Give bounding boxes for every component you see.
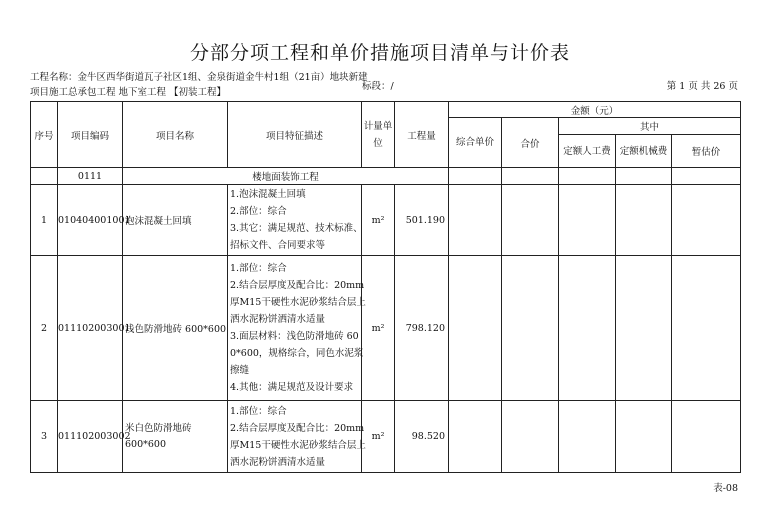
header-code: 项目编码 <box>58 102 123 168</box>
desc-line: 2.结合层厚度及配合比：20mm <box>230 280 365 291</box>
row-unit: m² <box>362 185 395 256</box>
row-seq: 1 <box>31 185 58 256</box>
header-qty: 工程量 <box>395 102 449 168</box>
desc-line: 0*600，规格综合，同色水泥浆 <box>230 348 364 359</box>
row-empty <box>616 185 672 256</box>
row-empty <box>449 256 502 401</box>
row-seq: 2 <box>31 256 58 401</box>
desc-line: 1.部位：综合 <box>230 405 287 417</box>
row-name: 浅色防滑地砖 600*600 <box>123 256 228 401</box>
row-empty <box>502 401 559 473</box>
group-row <box>31 168 741 185</box>
group-empty <box>449 168 502 185</box>
desc-line: 1.泡沫混凝土回填 <box>230 189 306 200</box>
desc-line: 招标文件、合同要求等 <box>230 240 326 251</box>
row-desc <box>228 401 366 473</box>
desc-line: 2.部位：综合 <box>230 206 287 217</box>
table-row <box>31 185 741 256</box>
row-code: 011102003002 <box>58 401 123 473</box>
desc-line: 厚M15干硬性水泥砂浆结合层上 <box>230 439 366 451</box>
header-name: 项目名称 <box>123 102 228 168</box>
desc-line: 3.面层材料：浅色防滑地砖 60 <box>230 331 359 342</box>
header-desc: 项目特征描述 <box>228 102 362 168</box>
desc-line: 洒水泥粉饼洒清水适量 <box>230 314 326 325</box>
header-unit-price: 综合单价 <box>449 118 502 168</box>
header-machine: 定额机械费 <box>616 135 672 168</box>
header-provisional: 暂估价 <box>672 135 741 168</box>
desc-line: 擦缝 <box>230 365 250 376</box>
row-empty <box>449 185 502 256</box>
header-among: 其中 <box>559 118 741 135</box>
header-labor: 定额人工费 <box>559 135 616 168</box>
row-desc <box>228 256 366 401</box>
group-empty <box>616 168 672 185</box>
header-amount: 金额（元） <box>449 102 741 118</box>
row-qty: 501.190 <box>395 185 449 256</box>
header-total: 合价 <box>502 118 559 168</box>
row-qty: 98.520 <box>395 401 449 473</box>
group-code: 0111 <box>58 168 123 185</box>
table-row <box>31 401 741 473</box>
table-row <box>31 256 741 401</box>
row-unit: m² <box>362 401 395 473</box>
row-name: 泡沫混凝土回填 <box>123 185 228 256</box>
row-desc <box>228 185 362 256</box>
group-empty-seq <box>31 168 58 185</box>
bill-table <box>30 101 741 473</box>
desc-line: 4.其他：满足规范及设计要求 <box>230 382 354 393</box>
row-empty <box>672 185 741 256</box>
row-name: 米白色防滑地砖 600*600 <box>123 401 228 473</box>
group-name: 楼地面装饰工程 <box>123 168 449 185</box>
desc-line: 洒水泥粉饼洒清水适量 <box>230 456 326 468</box>
group-empty <box>502 168 559 185</box>
row-qty: 798.120 <box>395 256 449 401</box>
page-title: 分部分项工程和单价措施项目清单与计价表 <box>189 42 570 64</box>
row-code: 010404001001 <box>58 185 123 256</box>
header-unit-text: 计量单位 <box>363 120 393 149</box>
group-empty <box>559 168 616 185</box>
page-info: 第 1 页 共 26 页 <box>666 81 738 92</box>
desc-line: 2.结合层厚度及配合比：20mm <box>230 422 365 434</box>
row-empty <box>502 185 559 256</box>
project-name-line2: 项目施工总承包工程 地下室工程 【初装工程】 <box>30 87 227 98</box>
row-empty <box>502 256 559 401</box>
row-empty <box>449 401 502 473</box>
desc-line: 3.其它：满足规范、技术标准、 <box>230 223 363 234</box>
section-label: 标段：/ <box>362 81 394 92</box>
row-empty <box>672 401 741 473</box>
header-unit <box>362 102 395 168</box>
row-empty <box>559 256 616 401</box>
form-code: 表-08 <box>713 483 738 494</box>
row-empty <box>616 256 672 401</box>
row-empty <box>672 256 741 401</box>
row-empty <box>559 401 616 473</box>
row-code: 011102003001 <box>58 256 123 401</box>
desc-line: 1.部位：综合 <box>230 263 287 274</box>
row-unit: m² <box>362 256 395 401</box>
row-seq: 3 <box>31 401 58 473</box>
desc-line: 厚M15干硬性水泥砂浆结合层上 <box>230 297 366 308</box>
row-empty <box>559 185 616 256</box>
header-seq: 序号 <box>31 102 58 168</box>
row-empty <box>616 401 672 473</box>
group-empty <box>672 168 741 185</box>
project-name <box>30 70 370 100</box>
project-name-line1: 工程名称：金牛区西华街道瓦子社区1组、金泉街道金牛村1组（21亩）地块新建 <box>30 72 368 83</box>
